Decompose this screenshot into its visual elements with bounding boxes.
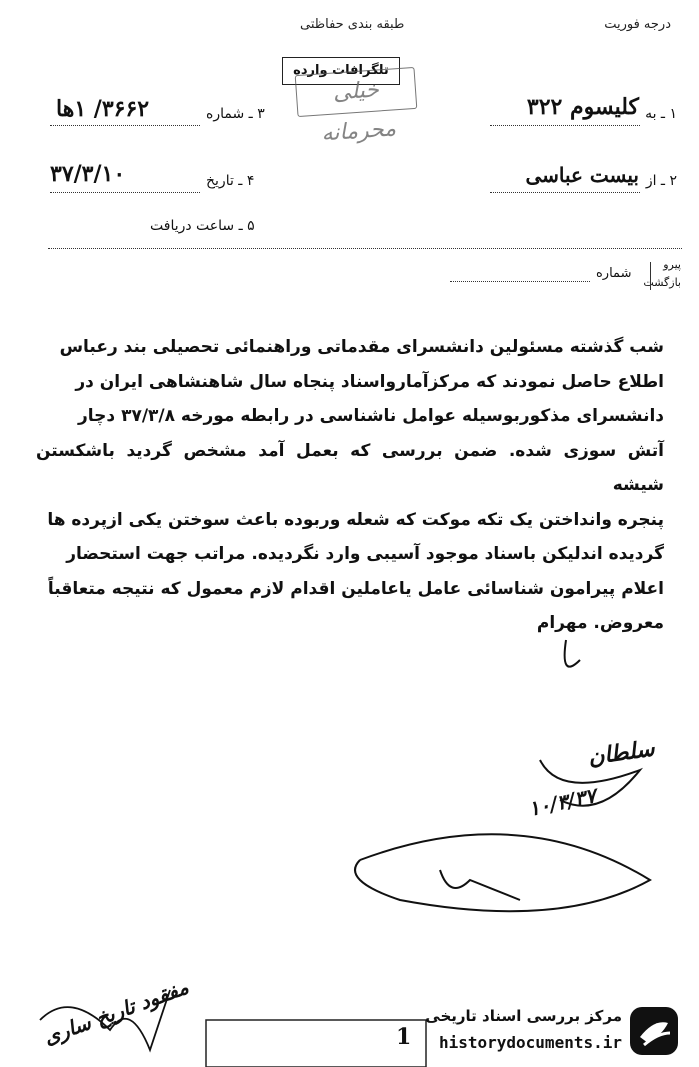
date-value: ۳۷/۳/۱۰ <box>50 161 126 187</box>
archive-logo-icon <box>628 1005 680 1057</box>
urgency-label: درجه فوریت <box>604 17 671 32</box>
followup-label: پیرو <box>663 258 681 271</box>
ref-number-label: شماره <box>596 266 632 281</box>
body-line: آتش سوزی شده. ضمن بررسی که بعمل آمد مشخص گردید باشکستن شیشه <box>36 440 664 495</box>
page-number: 1 <box>396 1024 412 1050</box>
body-line: اعلام پیرامون شناسائی عامل یاعاملین اقدام لازم معمول که نتیجه متعاقباً <box>47 578 664 599</box>
date-label: ۴ ـ تاریخ <box>206 173 255 189</box>
margin-note-1: سلطان <box>586 735 657 771</box>
return-label: بازگشت <box>643 276 681 289</box>
number-label: ۳ ـ شماره <box>206 106 265 122</box>
archive-name: مرکز بررسی اسناد تاریخی <box>425 1007 622 1025</box>
to-value: کلیسوم ۳۲۲ <box>526 94 639 120</box>
bottom-box <box>206 1020 426 1067</box>
signature-2 <box>355 834 650 911</box>
to-label: ۱ ـ به <box>645 106 677 122</box>
number-value: ۳۶۶۲/ ۱ها <box>56 96 150 122</box>
receipt-time-label: ۵ ـ ساعت دریافت <box>150 218 255 234</box>
body-line: پنجره وانداختن یک تکه موکت که شعله وربوده باعث سوختن یکی ازپرده ها <box>47 509 664 530</box>
form-title: تلگرافات وارده <box>293 63 389 78</box>
archive-website: historydocuments.ir <box>438 1033 622 1052</box>
classification-label: طبقه بندی حفاظتی <box>300 17 405 32</box>
body-line: اطلاع حاصل نمودند که مرکزآمارواسناد پنجاه سال شاهنشاهی ایران در <box>75 371 664 392</box>
signature-3 <box>40 990 170 1050</box>
signature-1 <box>540 640 640 806</box>
archive-watermark <box>418 1001 684 1061</box>
body-line: معروض. مهرام <box>536 613 664 633</box>
body-line: دانشسرای مذکوربوسیله عوامل ناشناسی در رابطه مورخه ۳۷/۳/۸ دچار <box>78 406 664 426</box>
margin-note-2: ۱۰/۳/۳۷ <box>526 783 599 821</box>
body-line: شب گذشته مسئولین دانشسرای مقدماتی وراهنمائی تحصیلی بند رعباس <box>59 337 664 357</box>
margin-note-3: مفقود تاریخ ساری <box>40 974 192 1050</box>
from-label: ۲ ـ از <box>645 173 677 189</box>
from-value: بیست عباسی <box>525 163 639 187</box>
body-line: گردیده اندلیکن باسناد موجود آسیبی وارد نگردیده. مراتب جهت استحضار <box>66 544 664 564</box>
classification-stamp: خیلی محرمانه <box>295 67 418 117</box>
